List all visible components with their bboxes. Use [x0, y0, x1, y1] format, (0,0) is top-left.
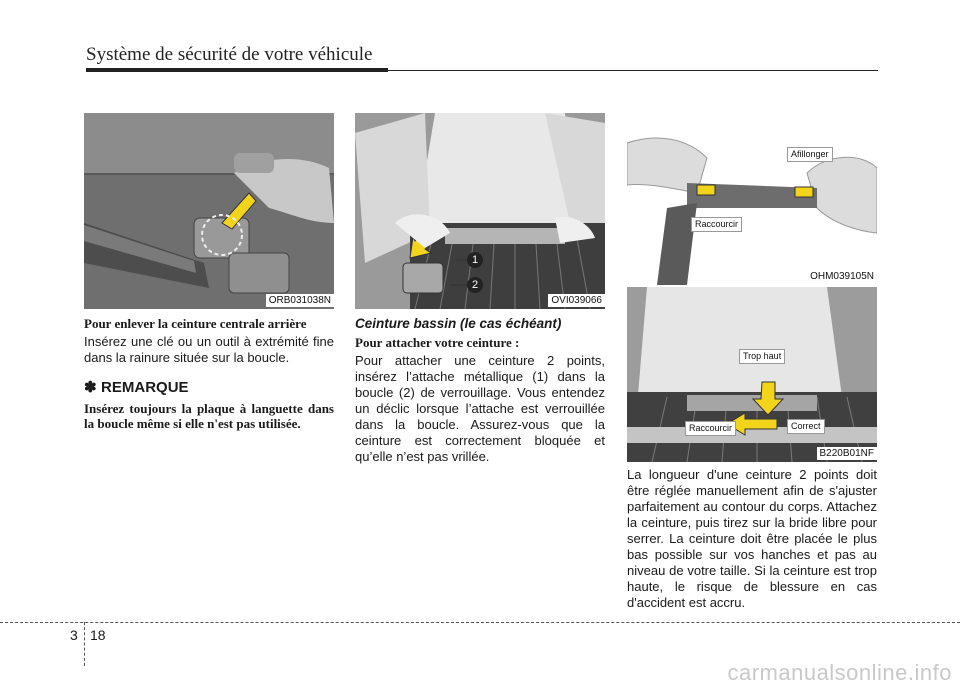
watermark: carmanualsonline.info: [727, 660, 952, 685]
label-correct: Correct: [787, 419, 825, 434]
body-paragraph: La longueur d'une ceinture 2 points doit être réglée manuellement afin de s'ajuster parfaitement au contour du corps. Attachez la ceinture, puis tirez sur la bride libre pour serrer. La ceinture doit être placée le plus bas possible sur vos hanches et pas au niveau de votre taille. Si la ceinture est trop haute, le risque de blessure en cas d'accident est accru.: [627, 467, 877, 610]
sub-title: Pour attacher votre ceinture :: [355, 335, 520, 350]
label-too-high: Trop haut: [739, 349, 785, 364]
remarque-title: REMARQUE: [101, 379, 189, 396]
column-1-text: [84, 316, 334, 431]
photo-belt-adjust: [627, 113, 877, 285]
callout-2: 2: [467, 277, 483, 293]
label-lengthen: Afillonger: [787, 147, 833, 162]
body-paragraph: Insérez une clé ou un outil à extrémité fine dans la rainure située sur la boucle.: [84, 334, 334, 365]
body-paragraph: Pour attacher une ceinture 2 points, insérez l’attache métallique (1) dans la boucle (2) de verrouillage. Vous entendez un déclic lorsque l’attache est verrouillée dans la boucle. Assurez-vous que la ceinture est correctement bloquée et qu’elle n’est pas vrillée.: [355, 353, 605, 464]
photo-code: B220B01NF: [817, 447, 877, 460]
photo-code: ORB031038N: [266, 294, 334, 307]
callout-1: 1: [467, 252, 483, 268]
chapter-number: 3: [70, 627, 78, 643]
remarque-symbol: ✽: [84, 379, 97, 396]
remarque-text: Insérez toujours la plaque à languette dans la boucle même si elle n'est pas utilisée.: [84, 401, 334, 431]
column-2-text: [355, 316, 605, 465]
caption-title: Pour enlever la ceinture centrale arrière: [84, 316, 307, 331]
photo-lap-belt: [355, 113, 605, 309]
page-number: 18: [90, 627, 106, 643]
footer-dashed-divider: [84, 622, 85, 666]
photo-code: OVI039066: [548, 294, 605, 307]
header-rule-thick: [86, 68, 388, 72]
label-shorten: Raccourcir: [691, 217, 742, 232]
column-3-text: [627, 467, 877, 611]
photo-belt-position: [627, 287, 877, 462]
photo-rear-buckle: [84, 113, 334, 309]
footer-dashed-rule: [0, 622, 960, 623]
header-rule-thin: [388, 70, 878, 71]
page-header-title: Système de sécurité de votre véhicule: [86, 44, 373, 65]
photo-code: OHM039105N: [807, 270, 877, 283]
remarque-heading: [84, 378, 334, 397]
section-title: Ceinture bassin (le cas échéant): [355, 316, 562, 331]
label-shorten: Raccourcir: [685, 421, 736, 436]
